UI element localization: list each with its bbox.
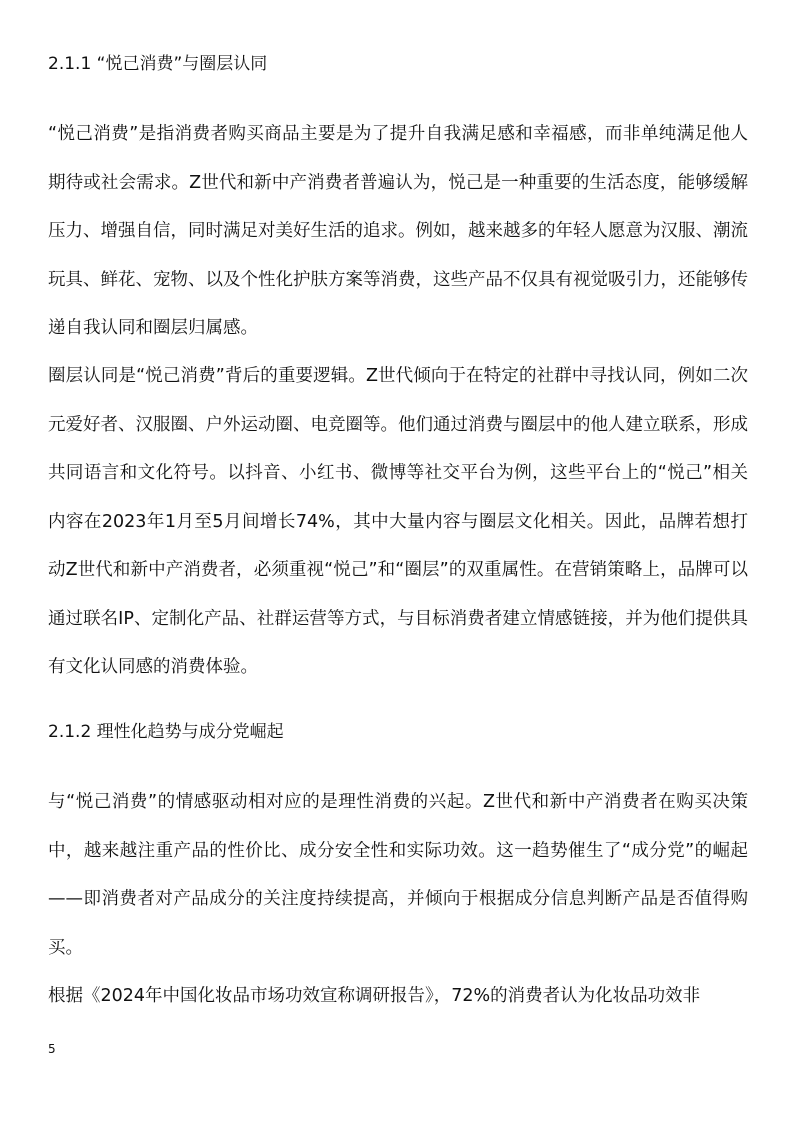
section-heading-2-1-2: 2.1.2 理性化趋势与成分党崛起 xyxy=(48,722,284,742)
page-number: 5 xyxy=(48,1042,56,1056)
paragraph-rational-consumption: 与“悦己消费”的情感驱动相对应的是理性消费的兴起。Z世代和新中产消费者在购买决策中，越来越注重产品的性价比、成分安全性和实际功效。这一趋势催生了“成分党”的崛起——即消费者对产品成分的关注度持续提高，并倾向于根据成分信息判断产品是否值得购买。 xyxy=(48,792,748,958)
paragraph-report-citation: 根据《2024年中国化妆品市场功效宣称调研报告》，72%的消费者认为化妆品功效非 xyxy=(48,986,701,1006)
paragraph-yueji-definition: “悦己消费”是指消费者购买商品主要是为了提升自我满足感和幸福感，而非单纯满足他人期待或社会需求。Z世代和新中产消费者普遍认为，悦己是一种重要的生活态度，能够缓解压力、增强自信，同时满足对美好生活的追求。例如，越来越多的年轻人愿意为汉服、潮流玩具、鲜花、宠物、以及个性化护肤方案等消费，这些产品不仅具有视觉吸引力，还能够传递自我认同和圈层归属感。 xyxy=(48,124,748,338)
section-heading-2-1-1: 2.1.1 “悦己消费”与圈层认同 xyxy=(48,54,268,74)
paragraph-circle-identity: 圈层认同是“悦己消费”背后的重要逻辑。Z世代倾向于在特定的社群中寻找认同，例如二次元爱好者、汉服圈、户外运动圈、电竞圈等。他们通过消费与圈层中的他人建立联系，形成共同语言和文化符号。以抖音、小红书、微博等社交平台为例，这些平台上的“悦己”相关内容在2023年1月至5月间增长74%，其中大量内容与圈层文化相关。因此，品牌若想打动Z世代和新中产消费者，必须重视“悦己”和“圈层”的双重属性。在营销策略上，品牌可以通过联名IP、定制化产品、社群运营等方式，与目标消费者建立情感链接，并为他们提供具有文化认同感的消费体验。 xyxy=(48,366,748,677)
